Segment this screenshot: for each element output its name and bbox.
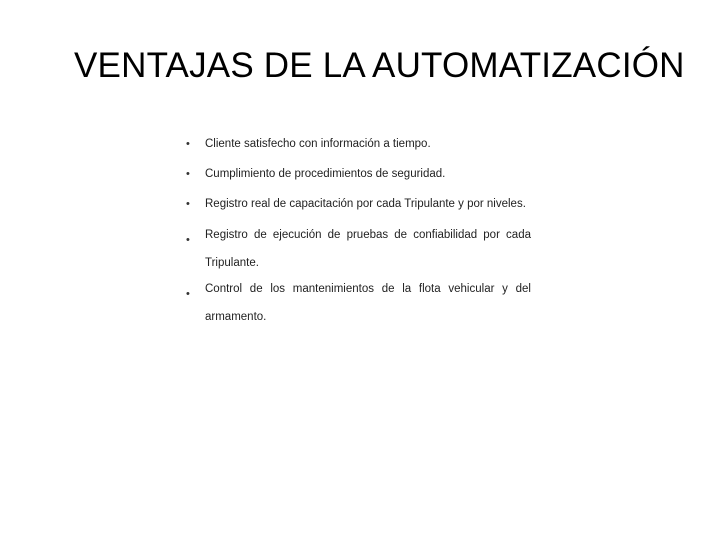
list-item: [186, 221, 531, 277]
bullet-marker: •: [186, 288, 190, 300]
list-item-text: Registro real de capacitación por cada Tripulante y por niveles.: [205, 198, 526, 210]
slide-title: VENTAJAS DE LA AUTOMATIZACIÓN: [74, 46, 685, 85]
bullet-marker: •: [186, 234, 190, 246]
list-item-text: Cliente satisfecho con información a tiempo.: [205, 138, 431, 150]
list-item: [186, 166, 531, 183]
list-item-text: Control de los mantenimientos de la flota vehicular y del armamento.: [205, 283, 531, 323]
bullet-marker: •: [186, 138, 190, 150]
bullet-marker: •: [186, 168, 190, 180]
list-item-text: Cumplimiento de procedimientos de seguridad.: [205, 168, 446, 180]
list-item: [186, 136, 531, 153]
list-item: [186, 196, 531, 213]
advantages-list: [186, 136, 531, 334]
bullet-marker: •: [186, 198, 190, 210]
list-item: [186, 275, 531, 331]
list-item-text: Registro de ejecución de pruebas de confiabilidad por cada Tripulante.: [205, 229, 531, 269]
